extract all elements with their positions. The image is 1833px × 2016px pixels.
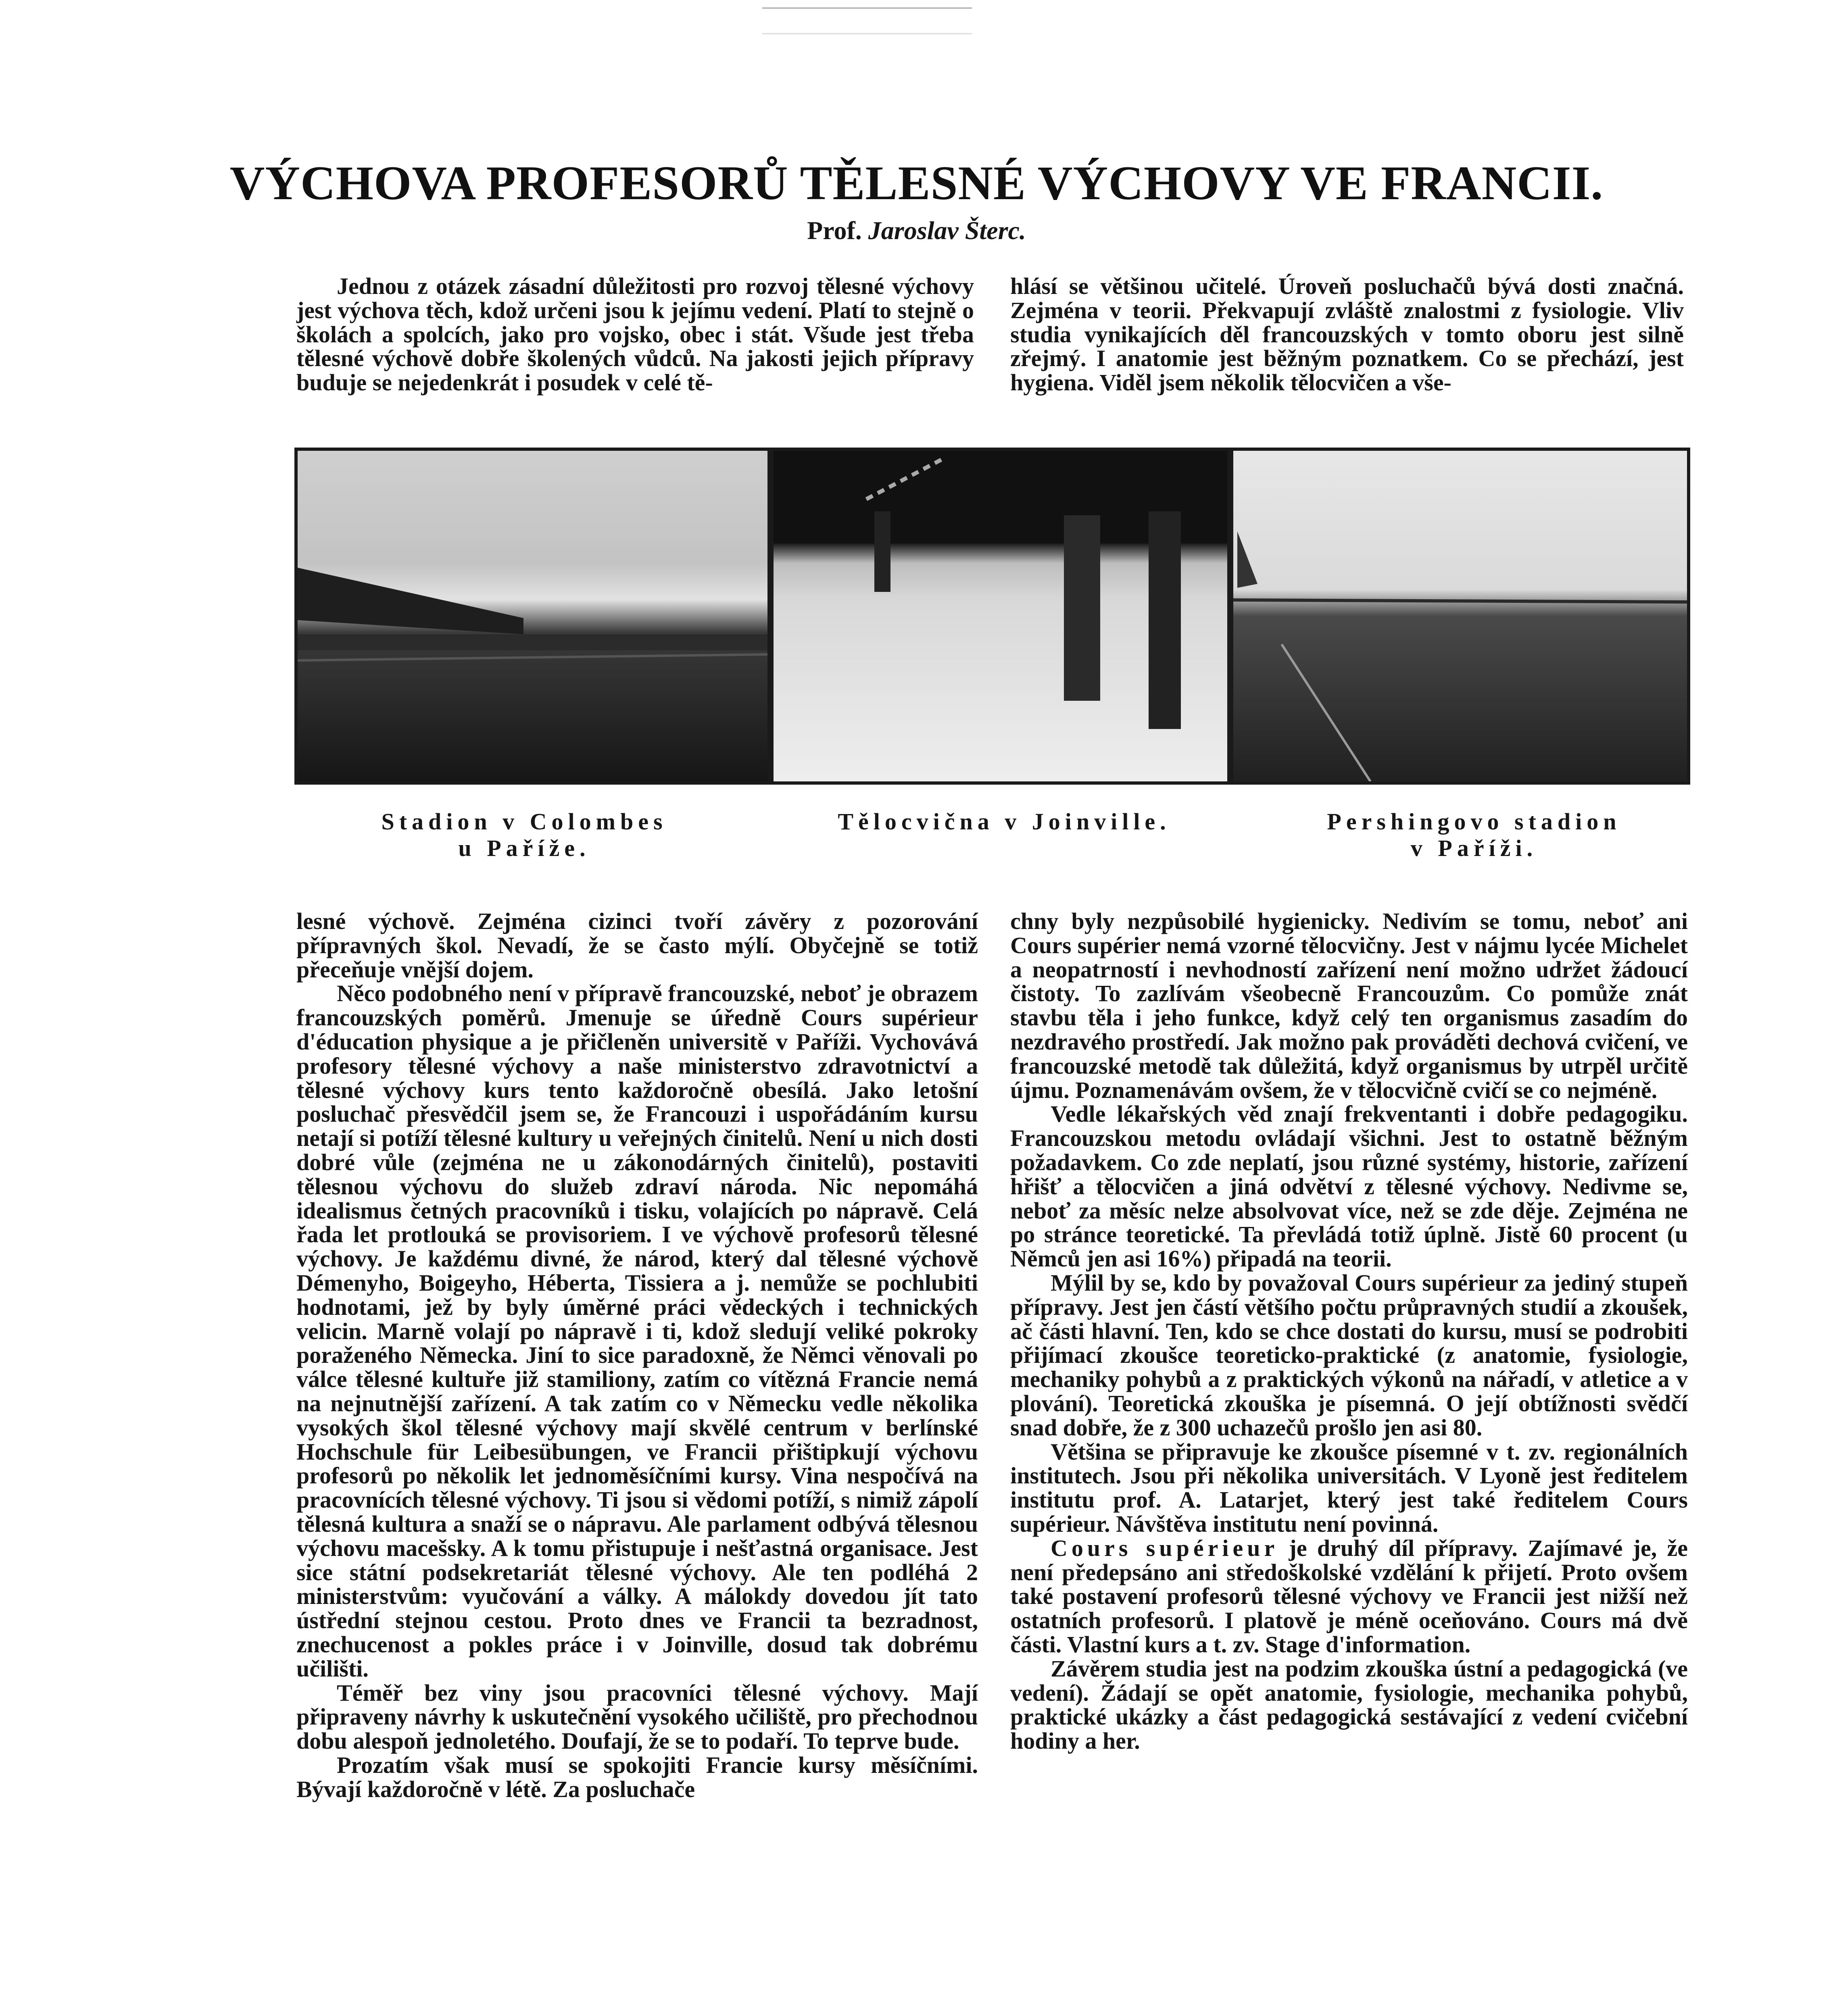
body-paragraph: lesné výchově. Zejména cizinci tvoří závěry z pozorování přípravných škol. Nevadí, že se často mýlí. Obyčejně se totiž přeceňuje vnější dojem.	[296, 908, 978, 983]
caption-line: Stadion v Colombes	[381, 808, 667, 835]
body-paragraph: Prozatím však musí se spokojiti Francie kursy měsíčními. Bývají každoročně v létě. Za posluchače	[296, 1752, 978, 1802]
body-paragraph: Vedle lékařských věd znají frekventanti i dobře pedagogiku. Francouzskou metodu ovládají všichni. Jest to ostatně běžným požadavkem. Co zde neplatí, jsou různé systémy, historie, zařízení hřišť a tělocvičen a jiná odvětví z tělesné výchovy. Nedivme se, neboť za měsíc nelze absolvovat více, než se zde děje. Zejména ne po stránce teoretické. Ta převládá totiž úplně. Jistě 60 procent (u Němců jen asi 16%) připadá na teorii.	[1010, 1101, 1688, 1272]
photo-strip	[294, 448, 1690, 785]
photo-pershingovo-stadion	[1233, 451, 1687, 781]
article-byline	[0, 216, 1833, 246]
body-right-column	[1010, 909, 1688, 1753]
body-left-column	[296, 909, 978, 1801]
photo-telocvicna-joinville	[774, 451, 1227, 781]
author-name: Jaroslav Šterc.	[868, 216, 1026, 245]
body-text: je druhý díl přípravy. Zajímavé je, že není předepsáno ani středoškolské vzdělání k přijetí. Proto ovšem také postavení profesorů tělesné výchovy ve Francii jest nižší než ostatních profesorů. I platově je méně oceňováno. Cours má dvě části. Vlastní kurs a t. zv. Stage d'information.	[1010, 1535, 1688, 1658]
caption-line: Tělocvična v Joinville.	[838, 808, 1171, 835]
caption-telocvicna-joinville	[778, 808, 1230, 835]
intro-right-paragraph: hlásí se většinou učitelé. Úroveň posluchačů bývá dosti značná. Zejména v teorii. Překvapují zvláště znalostmi z fysiologie. Vliv studia vynikajících děl francouzských v tomto oboru jest silně zřejmý. I anatomie jest běžným poznatkem. Co se přechází, jest hygiena. Viděl jsem několik tělocvičen a vše-	[1010, 273, 1684, 396]
body-paragraph: Většina se připravuje ke zkoušce písemné v t. zv. regionálních institutech. Jsou při několika universitách. V Lyoně jest ředitelem institutu prof. A. Latarjet, který jest také ředitelem Cours supérieur. Návštěva institutu není povinná.	[1010, 1438, 1688, 1537]
spaced-term: Cours supérieur	[1051, 1535, 1279, 1561]
intro-right-column	[1010, 274, 1684, 395]
caption-line: v Paříži.	[1410, 835, 1538, 861]
author-prefix: Prof.	[807, 216, 862, 245]
caption-stadion-colombes	[315, 808, 734, 862]
caption-line: Pershingovo stadion	[1327, 808, 1621, 835]
body-paragraph-cours	[1010, 1536, 1688, 1657]
photo-stadion-colombes	[298, 451, 767, 781]
photo-telocvicna-joinville-shapes	[774, 451, 1227, 781]
article-title: VÝCHOVA PROFESORŮ TĚLESNÉ VÝCHOVY VE FRANCII.	[229, 156, 1604, 210]
body-paragraph: Mýlil by se, kdo by považoval Cours supérieur za jediný stupeň přípravy. Jest jen částí většího počtu průpravných studií a zkoušek, ač části hlavní. Ten, kdo se chce dostati do kursu, musí se podrobiti přijímací zkoušce teoreticko-praktické (z anatomie, fysiologie, mechaniky pohybů a z praktických výkonů na nářadí, v atletice a v plování). Teoretická zkouška je písemná. O její obtížnosti svědčí snad dobře, že z 300 uchazečů prošlo jen asi 80.	[1010, 1269, 1688, 1441]
photo-stadion-colombes-shapes	[298, 451, 767, 781]
photo-pershingovo-stadion-shapes	[1233, 451, 1687, 781]
caption-pershingovo-stadion	[1264, 808, 1684, 862]
body-paragraph: chny byly nezpůsobilé hygienicky. Nedivím se tomu, neboť ani Cours supérier nemá vzorné tělocvičny. Jest v nájmu lycée Michelet a neopatrností i nevhodností zařízení není možno udržet žádoucí čistoty. To zazlívám všeobecně Francouzům. Co pomůže znát stavbu těla i jeho funkce, když celý ten organismus zasadím do nezdravého prostředí. Jak možno pak prováděti dechová cvičení, ve francouzské metodě tak důležitá, když organismus by utrpěl určitě újmu. Poznamenávám ovšem, že v tělocvičně cvičí se co nejméně.	[1010, 908, 1688, 1103]
caption-line: u Paříže.	[458, 835, 590, 861]
body-paragraph: Něco podobného není v přípravě francouzské, neboť je obrazem francouzských poměrů. Jmenuje se úředně Cours supérieur d'éducation physique a je přičleněn universitě v Paříži. Vychovává profesory tělesné výchovy a naše ministerstvo zdravotnictví a tělesné výchovy kurs tento každoročně obesílá. Jako letošní posluchač přesvědčil jsem se, že Francouzi i uspořádáním kursu netají si potíží tělesné kultury u veřejných činitelů. Není u nich dosti dobré vůle (zejména ne u zákonodárných činitelů), postaviti tělesnou výchovu do služeb zdraví národa. Nic nepomáhá idealismus četných pracovníků i tisku, volajících po nápravě. Celá řada let protlouká se provisoriem. I ve výchově profesorů tělesné výchovy. Je každému divné, že národ, který dal tělesné výchově Démenyho, Boigeyho, Héberta, Tissiera a j. nemůže se pochlubiti hodnotami, jež by byly úměrné práci vědeckých i technických velicin. Marně volají po nápravě i ti, kdož sledují veliké pokroky poraženého Německa. Jiní to sice paradoxně, že Němci věnovali po válce tělesné kultuře již stamiliony, zatím co vítězná Francie nemá na nejnutnější zařízení. A tak zatím co v Německu vedle několika vysokých škol tělesné výchovy mají skvělé centrum v berlínské Hochschule für Leibesübungen, ve Francii přištipkují výchovu profesorů po několik let jednoměsíčními kursy. Vina nespočívá na pracovnících tělesné výchovy. Ti jsou si vědomi potíží, s nimiž zápolí tělesná kultura a snaží se o nápravu. Ale parlament odbývá tělesnou výchovu macešsky. A k tomu přistupuje i nešťastná organisace. Jest sice státní podsekretariát tělesné výchovy. Ale ten podléhá 2 ministerstvům: vyučování a války. A málokdy dovedou jít tato ústřední stejnou cestou. Proto dnes ve Francii ta bezradnost, znechucenost a pokles práce i v Joinville, dosud tak dobrému učilišti.	[296, 980, 978, 1682]
intro-left-paragraph: Jednou z otázek zásadní důležitosti pro rozvoj tělesné výchovy jest výchova těch, kdož určeni jsou k jejímu vedení. Platí to stejně o školách a spolcích, jako pro vojsko, obec i stát. Všude jest třeba tělesné výchově dobře školených vůdců. Na jakosti jejich přípravy buduje se nejedenkrát i posudek v celé tě-	[296, 273, 974, 396]
body-paragraph: Závěrem studia jest na podzim zkouška ústní a pedagogická (ve vedení). Žádají se opět anatomie, fysiologie, mechanika pohybů, praktické ukázky a část pedagogická sestávající z vedení cvičební hodiny a her.	[1010, 1655, 1688, 1754]
body-paragraph: Téměř bez viny jsou pracovníci tělesné výchovy. Mají připraveny návrhy k uskutečnění vysokého učiliště, pro přechodnou dobu alespoň jednoletého. Doufají, že se to podaří. To teprve bude.	[296, 1679, 978, 1754]
intro-left-column	[296, 274, 974, 395]
scan-artifact	[762, 7, 972, 34]
